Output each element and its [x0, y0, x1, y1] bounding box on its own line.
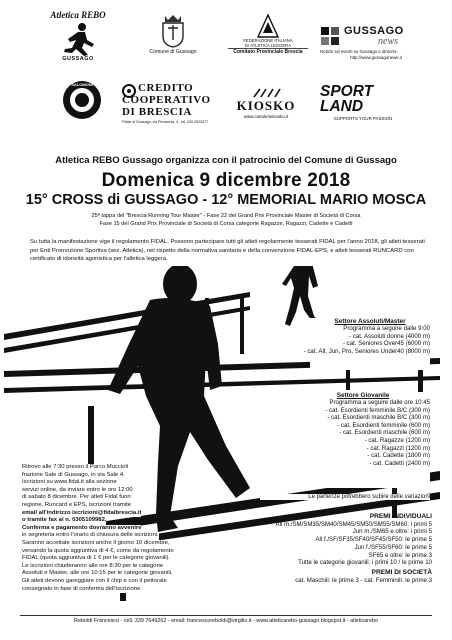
prizes-society-title: PREMI DI SOCIETÀ	[371, 568, 432, 576]
gussago-news-sub: news	[378, 36, 398, 47]
subtitle-1: 25ª tappa del "Brescia Running Tour Master" - Fase 22 del Grand Prix Provinciale Master di Società di Corsa	[91, 213, 361, 219]
rebo-logo-sub: GUSSAGO	[62, 56, 94, 62]
gussago-news-title: GUSSAGO	[344, 25, 404, 37]
giovanile-line: - cat. Ragazze (1200 m)	[364, 436, 430, 444]
info-line: servizi online, da inviare entro le ore 12:00	[22, 486, 133, 493]
credito-cooperativo-logo	[122, 82, 228, 128]
sportland-name: SPORT LAND	[320, 83, 374, 115]
giovanile-note: Le partenze potrebbero subire delle variazioni	[260, 494, 430, 500]
giovanile-line: - cat. Esordienti femminile B/C (300 m)	[325, 406, 430, 414]
kiosko-logo	[232, 88, 300, 122]
comune-crest	[148, 14, 198, 74]
info-line: frazione Sale di Gussago, in via Sale 4.	[22, 471, 125, 478]
gussago-news-logo	[320, 24, 432, 66]
salomon-badge	[62, 80, 102, 120]
giovanile-line: - cat. Cadetti (2400 m)	[369, 459, 430, 467]
info-line: Le iscrizioni chiuderanno alle ore 8:30 per le categorie	[22, 562, 164, 569]
kiosko-url: www.cartoleriekiosko.it	[243, 114, 289, 119]
info-line: Iscrizioni su www.fidal.it alla sezione	[22, 479, 117, 486]
sportland-logo	[320, 84, 406, 124]
rebo-logo-text: Atletica REBO	[50, 10, 106, 20]
gussago-news-url: http://www.gussagonews.it	[350, 55, 402, 60]
organizer-line: Atletica REBO Gussago organizza con il patrocinio del Comune di Gussago	[55, 155, 397, 166]
event-date: Domenica 9 dicembre 2018	[101, 170, 351, 191]
footer-contact: Reboldi Francesco - cell. 339 7649262 - email: francescoreboldi@virgilio.it - www.atleticarebo-gussago.blogspot.it - atleticarebo	[74, 618, 378, 624]
fidal-line2: DI ATLETICA LEGGERA	[245, 43, 291, 48]
info-line: versando la quota aggiuntiva di 4 €, come da regolamento	[22, 547, 174, 554]
info-line: o tramite fax al n. 0305109982.	[22, 517, 107, 524]
info-line: in segreteria entro l'orario di chiusura delle iscrizioni.	[22, 532, 159, 539]
prizes-block	[212, 513, 432, 584]
giovanile-title: Settore Giovanile	[336, 392, 390, 399]
salomon-badge-text: SALOMONI	[71, 82, 93, 87]
info-line: consegnato in fase di conferma dell'iscrizione.	[22, 585, 142, 592]
crest-icon	[160, 14, 186, 48]
credito-sub: Filiale di Gussago, via Peracchia, 4 - tel. 030 2522677	[122, 120, 209, 124]
assoluti-box	[303, 318, 430, 370]
news-grid-icon	[320, 26, 340, 46]
giovanile-line: - cat. Cadette (1800 m)	[367, 452, 430, 460]
prize-line: All m./SM/SM35/SM40/SM45/SM50/SM55/SM60: i primi 5	[275, 520, 432, 528]
prize-line: All f./SF/SF35/SF40/SF45/SF50: le prime 5	[315, 536, 432, 544]
comune-label: Comune di Gussago	[149, 49, 197, 55]
credito-line2: COOPERATIVO	[122, 94, 211, 106]
prize-line: cat. Maschili: le prime 3 - cat. Femminili: le prime 3	[295, 576, 432, 584]
credito-line1: CREDITO	[138, 82, 194, 94]
giovanile-line: - cat. Esordienti maschile B/C (300 m)	[327, 414, 430, 422]
assoluti-line: - cat. Seniores Over45 (6000 m)	[342, 340, 430, 348]
intro-text: Su tutta la manifestazione vige il regolamento FIDAL. Possono partecipare tutti gli atleti regolarmente tesserati FIDAL per l'anno 2018, gli atleti tesserati per Enti Promozione Sportiva (sez. Atletica), nel rispetto della normativa sanitaria e della convenzione FIDAL-EPS, e atleti tesserati RUNCARD con certificato di idoneità agonistica per l'atletica leggera.	[30, 239, 425, 262]
fidal-emblem-icon	[257, 14, 279, 38]
info-line: di sabato 8 dicembre. Per atleti Fidal fuori	[22, 494, 131, 501]
assoluti-title: Settore Assoluti/Master	[334, 318, 406, 325]
event-title: 15° CROSS di GUSSAGO - 12° MEMORIAL MARIO MOSCA	[25, 192, 427, 208]
giovanile-box	[296, 392, 430, 488]
pencils-icon	[252, 88, 282, 98]
giovanile-line: - cat. Ragazzi (1200 m)	[366, 444, 430, 452]
giovanile-line: - cat. Esordienti maschile (600 m)	[339, 429, 430, 437]
assoluti-line: Programma a seguire dalle 9:00	[343, 325, 430, 332]
fidal-logo	[228, 14, 308, 70]
giovanile-line: - cat. Esordienti femminile (600 m)	[337, 421, 430, 429]
footer-divider	[20, 615, 432, 616]
info-line: Assoluti e Master, alle ore 10:15 per le categorie giovanili.	[22, 570, 173, 577]
info-line: regione, Runcard e EPS, iscrizioni tramite	[22, 501, 132, 508]
prize-line: Tutte le categorie giovanili: i primi 10 / le prime 10	[298, 559, 432, 567]
prize-line: Jun f./SF55/SF60: le prime 5	[354, 543, 432, 551]
subtitle-2: Fase 15 del Grand Prix Provinciale di Società di Corsa categorie Ragazze, Ragazzi, Cadette e Cadetti	[99, 221, 353, 227]
prizes-individual-title: PREMI INDIVIDUALI	[369, 513, 432, 520]
sportland-tag: SUPPORTS YOUR PASSION	[333, 116, 393, 121]
rebo-logo	[28, 10, 128, 72]
fidal-line1: FEDERAZIONE ITALIANA	[243, 38, 293, 43]
info-line: Ritrovo alle 7:30 presso il Parco Muccioli	[22, 464, 129, 470]
fidal-line3: Comitato Provinciale Brescia	[228, 48, 308, 56]
giovanile-line: Programma a seguire dalle ore 10:45	[329, 399, 430, 406]
info-block	[22, 464, 222, 593]
info-line: Conferma e pagamento dovranno avvenire	[22, 524, 142, 531]
info-line: email all'indirizzo iscrizioni@fidalbrescia.it	[22, 509, 142, 516]
prize-line: SF65 e oltre: le prime 3	[368, 551, 432, 559]
info-line: FIDAL (quota aggiuntiva di 1 € per le categorie giovanili).	[22, 555, 171, 562]
assoluti-line: - cat. All, Jun, Pro, Seniores Under40 (8000 m)	[303, 347, 430, 355]
kiosko-name: KIOSKO	[236, 98, 296, 113]
runner-silhouette-icon	[58, 22, 98, 56]
gussago-news-tag: Notizie ed eventi su Gussago e dintorni.	[320, 49, 398, 54]
assoluti-line: - cat. Assoluti donne (4000 m)	[349, 332, 430, 340]
info-line: Gli atleti devono gareggiare con il chip e con il pettorale	[22, 577, 167, 584]
info-line: Saranno accettate iscrizioni anche il giorno 10 dicembre,	[22, 539, 170, 546]
credito-line3: DI BRESCIA	[122, 106, 192, 118]
prize-line: Jun m./SM65 e oltre: i primi 5	[352, 528, 432, 536]
